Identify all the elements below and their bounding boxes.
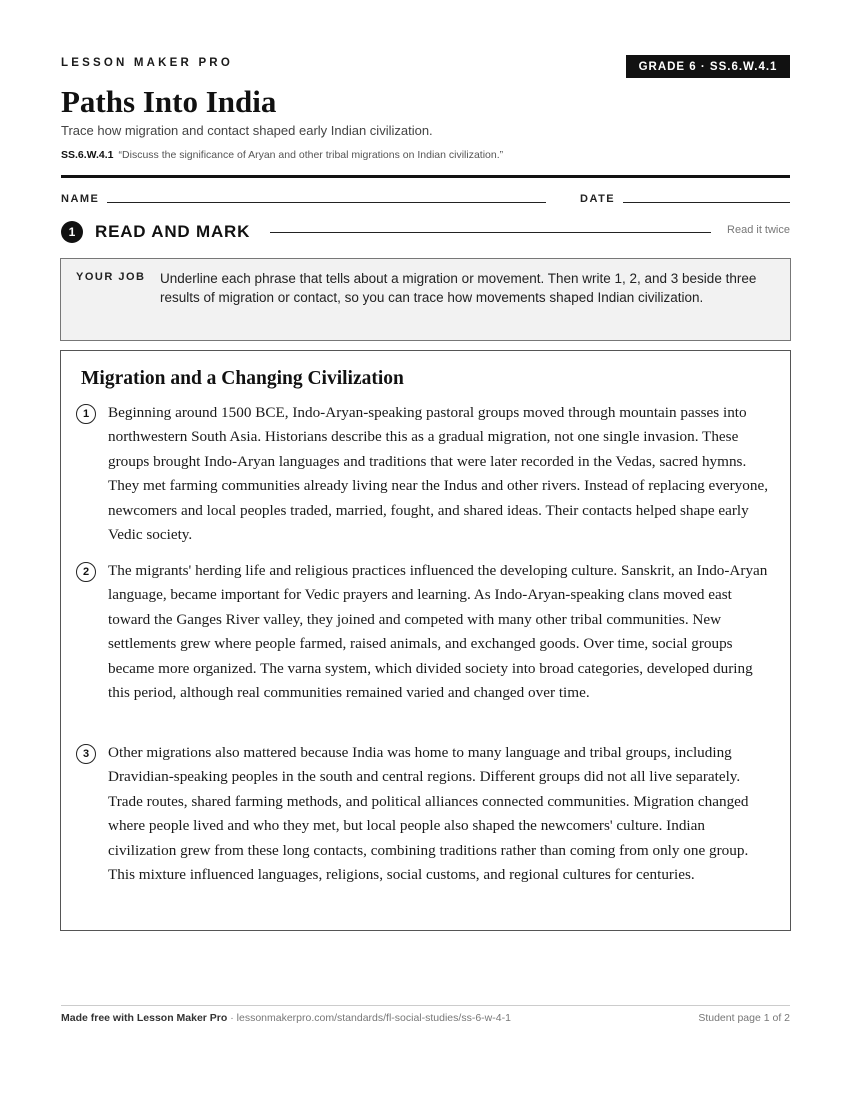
standard-text: “Discuss the significance of Aryan and other tribal migrations on Indian civilization.”	[118, 149, 504, 161]
paragraph-number-3: 3	[76, 744, 96, 764]
section-note: Read it twice	[727, 224, 790, 236]
date-field-line[interactable]	[623, 202, 790, 203]
standard-code: SS.6.W.4.1	[61, 149, 114, 161]
section-title: READ AND MARK	[95, 222, 251, 241]
instructions-box	[60, 258, 791, 341]
grade-badge: GRADE 6 · SS.6.W.4.1	[626, 55, 790, 78]
paragraph-3: Other migrations also mattered because India was home to many language and tribal groups, including Dravidian-speaking peoples in the south and central regions. Different groups did not all live separately. Trade routes, shared farming methods, and political alliances connected communities. Migration changed where people lived and who they met, but local people also shaped the newcomers' culture. Indian civilization grew from these long contacts, combining traditions rather than coming from only one group. This mixture influenced languages, religions, social customs, and regional cultures for centuries.	[108, 744, 749, 884]
section-divider	[270, 232, 711, 233]
instructions-label: YOUR JOB	[76, 271, 146, 283]
instructions-text: Underline each phrase that tells about a migration or movement. Then write 1, 2, and 3 beside three results of migration or contact, so you can trace how movements shaped Indian civilization.	[160, 271, 757, 305]
name-field-line[interactable]	[107, 202, 546, 203]
name-label: NAME	[61, 193, 100, 205]
header-divider	[61, 175, 790, 178]
footer-divider	[61, 1005, 790, 1006]
paragraph-number-1: 1	[76, 404, 96, 424]
footer-page-number: Student page 1 of 2	[698, 1012, 790, 1024]
page-subtitle: Trace how migration and contact shaped early Indian civilization.	[61, 123, 433, 138]
date-label: DATE	[580, 193, 616, 205]
footer-credit	[61, 1012, 511, 1024]
footer-made-with: Made free with Lesson Maker Pro	[61, 1012, 228, 1024]
paragraph-1: Beginning around 1500 BCE, Indo-Aryan-speaking pastoral groups moved through mountain passes into northwestern South Asia. Historians describe this as a gradual migration, not one single invasion. These groups brought Indo-Aryan languages and traditions that were later recorded in the Vedas, sacred hymns. They met farming communities already living near the Indus and other rivers. Instead of replacing everyone, newcomers and local peoples traded, married, fought, and shared ideas. Their contacts helped shape early Vedic society.	[108, 404, 769, 544]
paragraph-2: The migrants' herding life and religious practices influenced the developing culture. Sanskrit, an Indo-Aryan language, became important for Vedic prayers and learning. As Indo-Aryan-speaking clans moved east toward the Ganges River valley, they joined and competed with many other tribal communities. New settlements grew where people farmed, raised animals, and exchanged goods. Over time, social groups became more organized. The varna system, which divided society into broad categories, developed during this period, although real communities remained varied and changed over time.	[108, 562, 768, 702]
footer-url[interactable]: · lessonmakerpro.com/standards/fl-social-studies/ss-6-w-4-1	[227, 1012, 511, 1024]
standard-line	[61, 149, 503, 161]
paragraph-number-2: 2	[76, 562, 96, 582]
reading-title: Migration and a Changing Civilization	[81, 368, 404, 389]
section-number-badge: 1	[61, 221, 83, 243]
brand-name: LESSON MAKER PRO	[61, 57, 233, 69]
reading-passage	[60, 350, 791, 931]
page-title: Paths Into India	[61, 84, 277, 119]
